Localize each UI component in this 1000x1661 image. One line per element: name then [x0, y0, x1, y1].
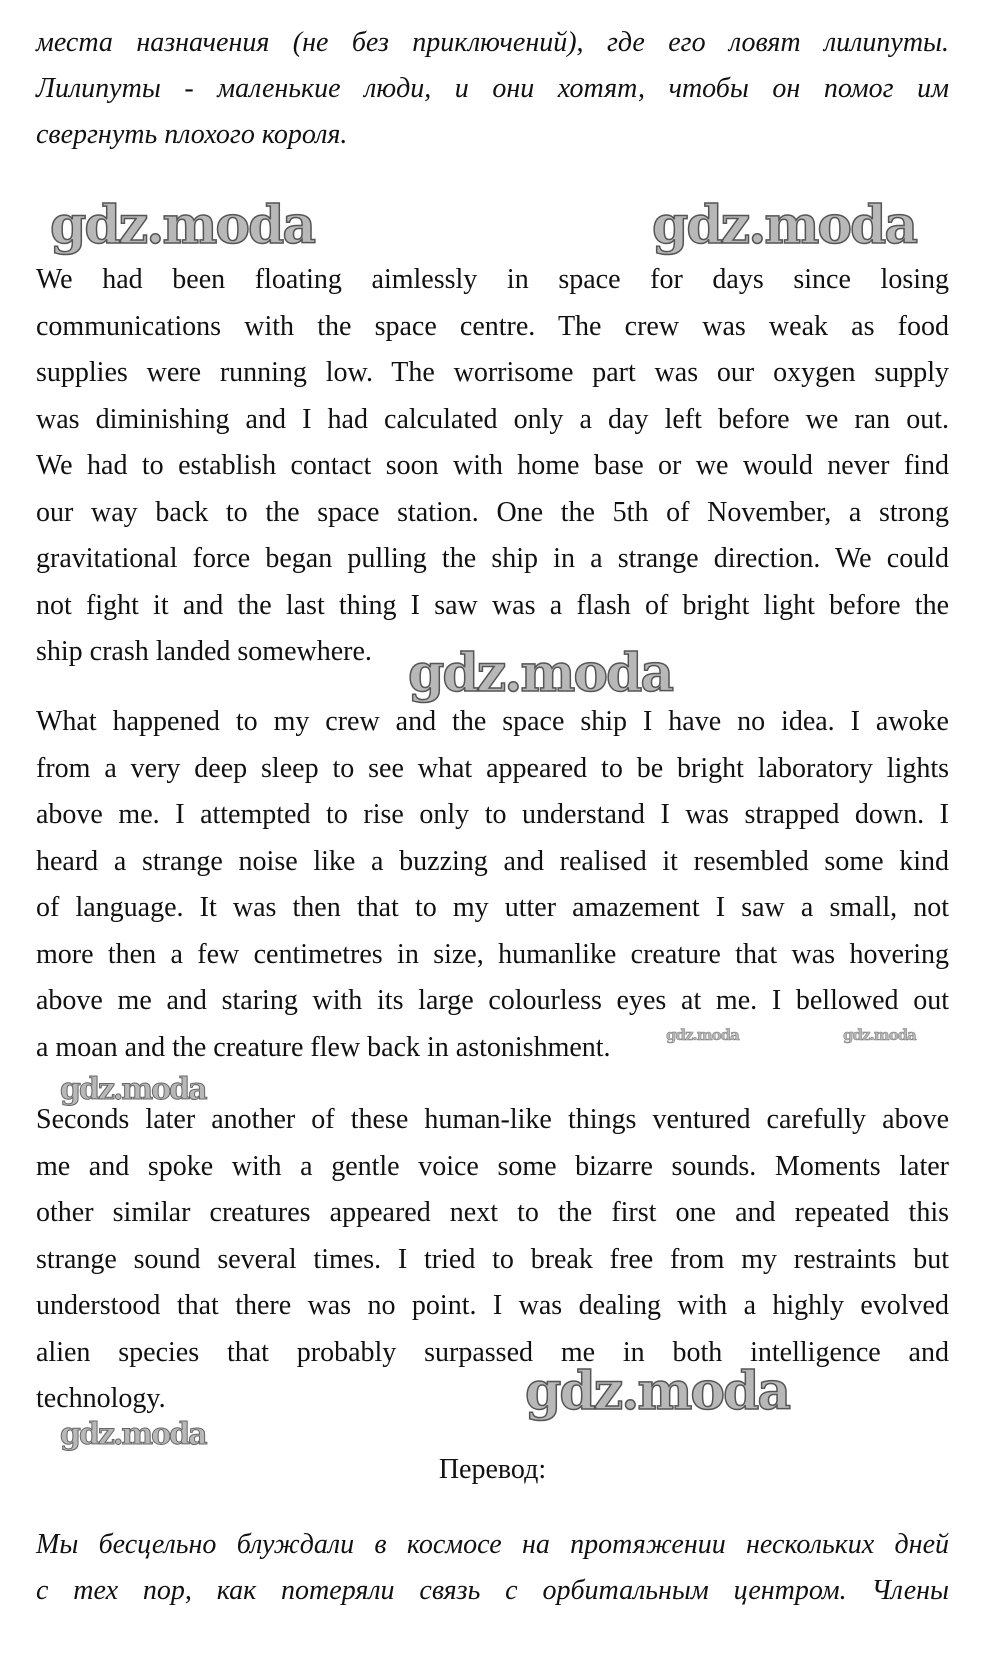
paragraph-1-line: communications with the space centre. The crew was weak as food — [36, 310, 949, 342]
paragraph-1-line: ship crash landed somewhere. — [36, 636, 372, 667]
intro-text-line: Лилипуты - маленькие люди, и они хотят, чтобы он помог им — [36, 73, 949, 104]
watermark: gdz.moda — [408, 643, 673, 704]
paragraph-1-line: gravitational force began pulling the ship in a strange direction. We could — [36, 543, 949, 574]
paragraph-2-line: above me and staring with its large colourless eyes at me. I bellowed out — [36, 985, 949, 1016]
watermark: gdz.moda — [525, 1361, 790, 1422]
watermark: gdz.moda — [60, 1417, 206, 1452]
watermark: gdz.moda — [50, 195, 315, 256]
intro-text-line: свергнуть плохого короля. — [36, 119, 348, 150]
watermark: gdz.moda — [666, 1026, 739, 1044]
paragraph-2-line: What happened to my crew and the space ship I have no idea. I awoke — [36, 706, 949, 737]
paragraph-3-line: other similar creatures appeared next to the first one and repeated this — [36, 1197, 949, 1228]
translation-text-line: с тех пор, как потеряли связь с орбитальным центром. Члены — [36, 1575, 949, 1606]
paragraph-2-line: heard a strange noise like a buzzing and realised it resembled some kind — [36, 845, 949, 877]
paragraph-1-line: our way back to the space station. One the 5th of November, a strong — [36, 496, 949, 528]
paragraph-3-line: strange sound several times. I tried to break free from my restraints but — [36, 1243, 949, 1275]
paragraph-1-line: was diminishing and I had calculated only a day left before we ran out. — [36, 403, 949, 435]
paragraph-2-line: more then a few centimetres in size, humanlike creature that was hovering — [36, 938, 949, 970]
paragraph-3-line: alien species that probably surpassed me in both intelligence and — [36, 1336, 949, 1368]
paragraph-1-line: not fight it and the last thing I saw was a flash of bright light before the — [36, 589, 949, 621]
translation-heading: Перевод: — [438, 1454, 547, 1485]
paragraph-3-line: me and spoke with a gentle voice some bizarre sounds. Moments later — [36, 1150, 949, 1182]
paragraph-1-line: We had to establish contact soon with home base or we would never find — [36, 450, 949, 481]
paragraph-2-line: above me. I attempted to rise only to understand I was strapped down. I — [36, 799, 949, 830]
paragraph-3-line: understood that there was no point. I was dealing with a highly evolved — [36, 1290, 949, 1321]
watermark: gdz.moda — [843, 1026, 916, 1044]
watermark: gdz.moda — [652, 195, 917, 256]
paragraph-1-line: supplies were running low. The worrisome part was our oxygen supply — [36, 357, 949, 388]
paragraph-2-line: of language. It was then that to my utter amazement I saw a small, not — [36, 892, 949, 923]
paragraph-1-line: We had been floating aimlessly in space for days since losing — [36, 264, 949, 295]
intro-text-line: места назначения (не без приключений), где его ловят лилипуты. — [36, 27, 949, 58]
translation-text-line: Мы бесцельно блуждали в космосе на протяжении нескольких дней — [36, 1529, 949, 1560]
paragraph-2-line: a moan and the creature flew back in astonishment. — [36, 1031, 611, 1063]
watermark: gdz.moda — [60, 1072, 206, 1107]
paragraph-2-line: from a very deep sleep to see what appeared to be bright laboratory lights — [36, 752, 949, 784]
paragraph-3-line: technology. — [36, 1383, 166, 1414]
paragraph-3-line: Seconds later another of these human-like things ventured carefully above — [36, 1104, 949, 1135]
